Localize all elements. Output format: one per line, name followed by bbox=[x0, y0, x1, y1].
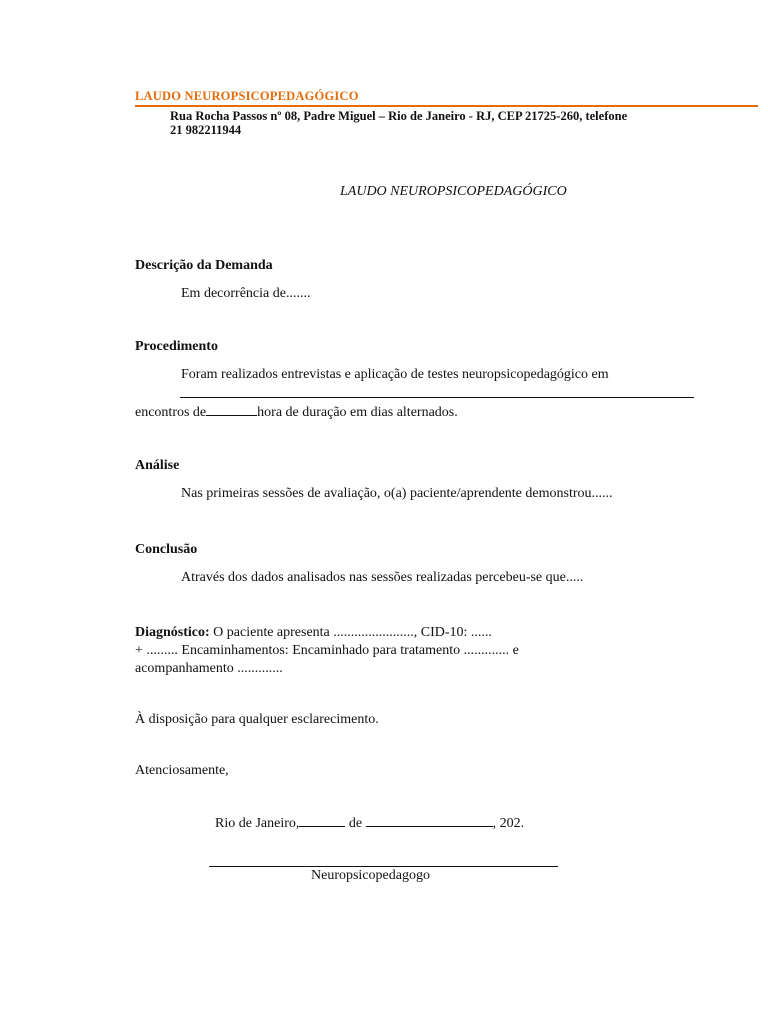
closing-atenciosamente: Atenciosamente, bbox=[135, 763, 229, 778]
section-text-analise: Nas primeiras sessões de avaliação, o(a) paciente/aprendente demonstrou...... bbox=[181, 486, 613, 501]
header-address-line1: Rua Rocha Passos nº 08, Padre Miguel – Rio de Janeiro - RJ, CEP 21725-260, telefone bbox=[170, 109, 628, 123]
section-heading-analise: Análise bbox=[135, 458, 180, 473]
document-title: LAUDO NEUROPSICOPEDAGÓGICO bbox=[340, 184, 567, 199]
signature-line[interactable] bbox=[209, 866, 558, 867]
procedimento-fill-line[interactable] bbox=[180, 397, 694, 398]
header-divider bbox=[135, 105, 758, 107]
section-text-procedimento-line2 bbox=[135, 402, 458, 421]
diagnostico-line1 bbox=[135, 625, 492, 641]
procedimento-prefix: encontros de bbox=[135, 405, 207, 420]
procedimento-suffix: hora de duração em dias alternados. bbox=[257, 405, 458, 420]
diagnostico-text-1: O paciente apresenta ......................., CID-10: ...... bbox=[209, 625, 492, 640]
date-year: , 202. bbox=[492, 816, 525, 831]
header-address-line2: 21 982211944 bbox=[170, 123, 242, 137]
diagnostico-label: Diagnóstico: bbox=[135, 625, 210, 640]
date-line bbox=[215, 813, 524, 832]
section-heading-demanda: Descrição da Demanda bbox=[135, 258, 273, 273]
section-text-conclusao: Através dos dados analisados nas sessões realizadas percebeu-se que..... bbox=[181, 570, 584, 585]
diagnostico-line3: acompanhamento ............. bbox=[135, 661, 283, 676]
signature-label: Neuropsicopedagogo bbox=[311, 868, 430, 883]
section-text-demanda: Em decorrência de....... bbox=[181, 286, 311, 301]
date-day-blank[interactable] bbox=[299, 813, 345, 827]
header-title: LAUDO NEUROPSICOPEDAGÓGICO bbox=[135, 89, 359, 103]
diagnostico-line2: + ......... Encaminhamentos: Encaminhado para tratamento ............. e bbox=[135, 643, 519, 658]
encontros-blank[interactable] bbox=[206, 402, 257, 416]
section-heading-conclusao: Conclusão bbox=[135, 542, 198, 557]
date-city: Rio de Janeiro, bbox=[215, 816, 300, 831]
date-de: de bbox=[345, 816, 366, 831]
section-text-procedimento-line1: Foram realizados entrevistas e aplicação de testes neuropsicopedagógico em bbox=[181, 367, 609, 382]
closing-disposicao: À disposição para qualquer esclarecimento. bbox=[135, 712, 379, 727]
section-heading-procedimento: Procedimento bbox=[135, 339, 218, 354]
date-month-blank[interactable] bbox=[366, 813, 493, 827]
